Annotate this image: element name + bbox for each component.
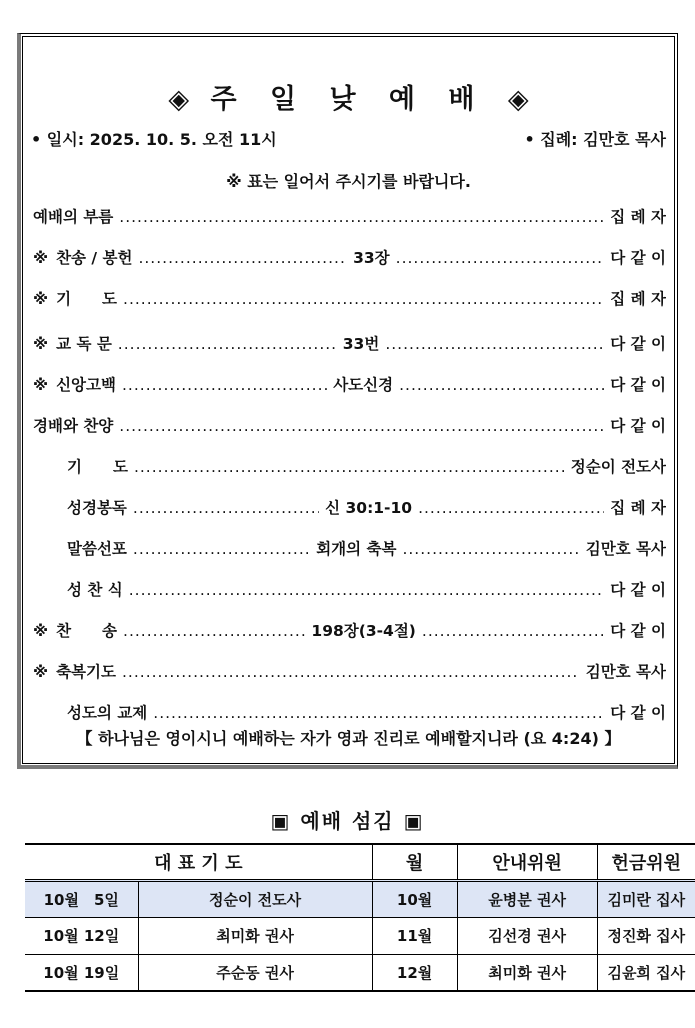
order-item-label <box>33 660 116 682</box>
order-item-label <box>33 414 113 436</box>
dot-leader <box>122 376 327 394</box>
worship-order-inner-border <box>22 36 675 764</box>
prayer-date: 10월 5일 <box>25 880 138 917</box>
order-item-label <box>33 373 116 395</box>
roster-row <box>25 917 695 954</box>
stand-mark-icon: ※ <box>33 663 49 681</box>
stand-mark-icon: ※ <box>33 290 49 308</box>
roster-month: 11월 <box>372 917 457 954</box>
order-item-label <box>33 287 117 309</box>
roster-row <box>25 880 695 917</box>
order-item-title: 신앙고백 <box>56 376 116 394</box>
dot-leader <box>138 249 347 267</box>
service-title-text: 주 일 낮 예 배 <box>210 84 487 115</box>
roster-month: 12월 <box>372 954 457 991</box>
order-item-title: 경배와 찬양 <box>33 417 114 435</box>
stand-mark-icon: ※ <box>33 249 49 267</box>
order-item <box>33 455 666 496</box>
dot-leader <box>133 499 319 517</box>
order-item-leader: 다 같 이 <box>610 704 666 722</box>
order-item-label <box>33 205 113 227</box>
order-item-detail: 사도신경 <box>333 376 394 394</box>
dot-leader <box>123 622 305 640</box>
header-usher: 안내위원 <box>457 844 597 880</box>
order-item <box>33 578 666 619</box>
order-item-detail: 회개의 축복 <box>316 540 397 558</box>
dot-leader <box>123 290 604 308</box>
order-item <box>33 332 666 373</box>
order-item-leader: 다 같 이 <box>610 335 666 353</box>
usher-name: 윤병분 권사 <box>457 880 597 917</box>
order-item-title: 기 도 <box>67 458 128 476</box>
order-item-label <box>33 246 132 268</box>
order-item-label <box>33 619 117 641</box>
order-item-title: 성경봉독 <box>67 499 127 517</box>
header-month: 월 <box>372 844 457 880</box>
prayer-date: 10월 12일 <box>25 917 138 954</box>
dot-leader <box>119 417 604 435</box>
order-item-label <box>33 496 127 518</box>
dot-leader <box>399 376 604 394</box>
worship-order-frame <box>17 33 678 769</box>
order-item-label <box>33 332 112 354</box>
stand-mark-icon: ※ <box>33 335 49 353</box>
standing-notice: ※ 표는 일어서 주시기를 바랍니다. <box>226 172 471 191</box>
order-item-title: 교 독 문 <box>56 335 112 353</box>
order-item-label <box>33 537 127 559</box>
service-officiant: • 집례: 김만호 목사 <box>524 130 666 149</box>
order-item-label <box>33 578 123 600</box>
dot-leader <box>134 458 565 476</box>
prayer-leader: 최미화 권사 <box>138 917 372 954</box>
order-item-label <box>33 455 128 477</box>
usher-name: 최미화 권사 <box>457 954 597 991</box>
order-item <box>33 537 666 578</box>
dot-leader <box>129 581 605 599</box>
prayer-leader: 주순동 권사 <box>138 954 372 991</box>
order-item-leader: 다 같 이 <box>610 249 666 267</box>
service-roster-table <box>25 843 695 992</box>
roster-title: ▣ 예배 섬김 ▣ <box>270 809 425 833</box>
order-item-leader: 집 례 자 <box>610 208 666 226</box>
order-item-leader: 정순이 전도사 <box>570 458 666 476</box>
dot-leader <box>119 208 604 226</box>
dot-leader <box>402 540 579 558</box>
roster-header-row <box>25 844 695 880</box>
diamond-icon-left: ◈ <box>168 84 190 115</box>
prayer-leader: 정순이 전도사 <box>138 880 372 917</box>
dot-leader <box>385 335 604 353</box>
order-item-leader: 다 같 이 <box>610 622 666 640</box>
order-item-leader: 다 같 이 <box>610 581 666 599</box>
roster-row <box>25 954 695 991</box>
order-item-detail: 신 30:1-10 <box>325 499 413 517</box>
offering-name: 정진화 집사 <box>597 917 695 954</box>
order-item-title: 찬 송 <box>56 622 118 640</box>
order-item-detail: 198장(3-4절) <box>311 622 416 640</box>
dot-leader <box>122 663 580 681</box>
order-item <box>33 287 666 328</box>
dot-leader <box>418 499 604 517</box>
order-item-leader: 다 같 이 <box>610 417 666 435</box>
stand-mark-icon: ※ <box>33 376 49 394</box>
order-item-leader: 집 례 자 <box>610 499 666 517</box>
dot-leader <box>396 249 605 267</box>
order-item <box>33 373 666 414</box>
order-item-leader: 김만호 목사 <box>585 540 666 558</box>
stand-mark-icon: ※ <box>33 622 49 640</box>
diamond-icon-right: ◈ <box>507 84 529 115</box>
order-item-title: 찬송 / 봉헌 <box>56 249 133 267</box>
order-of-worship <box>33 205 666 742</box>
service-datetime: • 일시: 2025. 10. 5. 오전 11시 <box>31 130 277 149</box>
dot-leader <box>133 540 310 558</box>
usher-name: 김선경 권사 <box>457 917 597 954</box>
order-item-label <box>33 701 147 723</box>
offering-name: 김윤희 집사 <box>597 954 695 991</box>
order-item-title: 예배의 부름 <box>33 208 114 226</box>
order-item-title: 성도의 교제 <box>67 704 148 722</box>
offering-name: 김미란 집사 <box>597 880 695 917</box>
order-item <box>33 205 666 246</box>
header-offering: 헌금위원 <box>597 844 695 880</box>
order-item <box>33 414 666 455</box>
order-item-title: 말씀선포 <box>67 540 127 558</box>
dot-leader <box>153 704 604 722</box>
service-meta <box>31 127 666 150</box>
order-item-detail: 33장 <box>353 249 390 267</box>
prayer-date: 10월 19일 <box>25 954 138 991</box>
order-item-leader: 김만호 목사 <box>585 663 666 681</box>
order-item <box>33 246 666 287</box>
order-item-leader: 다 같 이 <box>610 376 666 394</box>
dot-leader <box>422 622 604 640</box>
order-item <box>33 496 666 537</box>
roster-month: 10월 <box>372 880 457 917</box>
scripture-verse: 【 하나님은 영이시니 예배하는 자가 영과 진리로 예배할지니라 (요 4:24) 】 <box>76 729 621 748</box>
dot-leader <box>118 335 337 353</box>
order-item <box>33 660 666 701</box>
order-item-title: 축복기도 <box>56 663 116 681</box>
order-item-leader: 집 례 자 <box>610 290 666 308</box>
header-prayer: 대 표 기 도 <box>25 844 372 880</box>
order-item <box>33 619 666 660</box>
service-title <box>23 77 674 116</box>
order-item-title: 기 도 <box>56 290 118 308</box>
order-item-title: 성 찬 식 <box>67 581 123 599</box>
order-item-detail: 33번 <box>342 335 380 353</box>
